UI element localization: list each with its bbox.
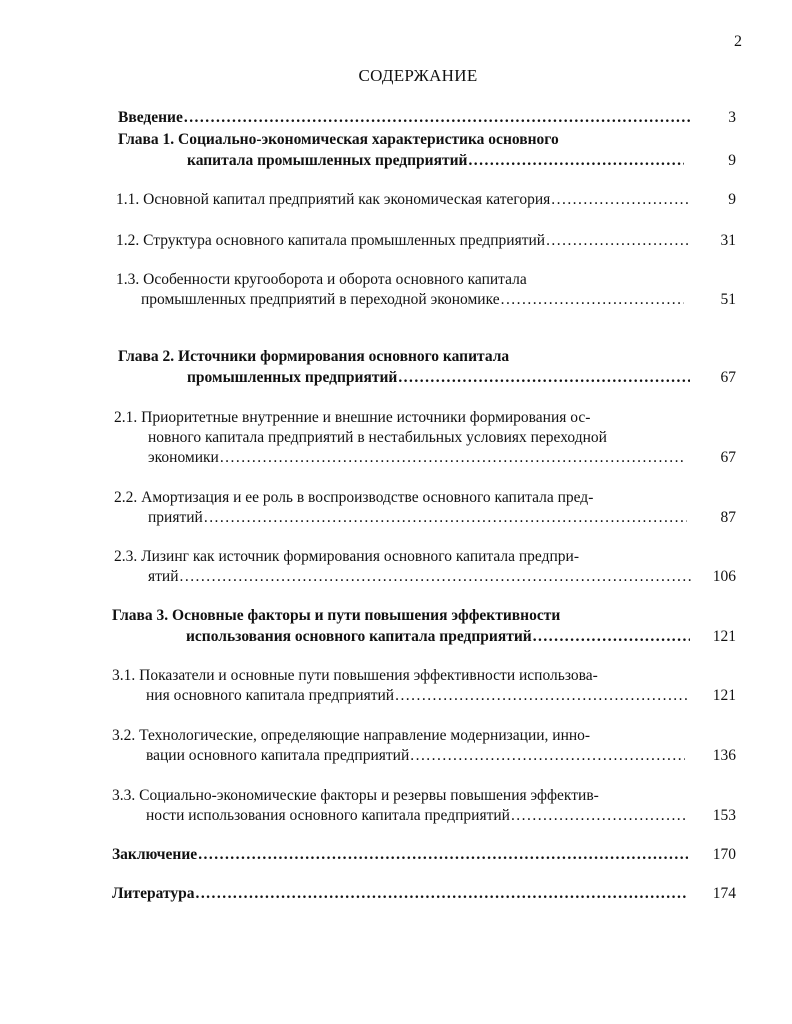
entry-label: ятий [148,568,179,585]
toc-section-1-3 [141,290,684,310]
toc-section-2-1-line2: новного капитала предприятий в нестабильных условиях переходной [148,429,607,446]
entry-label: Заключение [112,846,198,863]
dot-leader [198,845,688,865]
dot-leader [395,686,687,706]
entry-label: приятий [148,509,203,526]
dot-leader [511,806,686,826]
entry-label: промышленных предприятий [187,369,398,386]
entry-page: 87 [720,509,736,526]
dot-leader [184,108,692,128]
toc-entry-conclusion [112,845,688,865]
entry-label: 1.1. Основной капитал предприятий как экономическая категория [116,191,551,208]
toc-chapter-2-title: Глава 2. Источники формирования основного капитала [118,348,510,365]
dot-leader [501,290,684,310]
entry-page: 106 [712,568,736,585]
entry-label: капитала промышленных предприятий [187,152,468,169]
entry-page: 67 [720,449,736,466]
dot-leader [546,231,690,251]
toc-entry-intro [118,108,692,128]
entry-label: 1.2. Структура основного капитала промышленных предприятий [116,232,546,249]
dot-leader [220,448,685,468]
toc-section-1-2 [116,231,690,251]
toc-entry-literature [112,884,688,904]
entry-label: использования основного капитала предприятий [186,628,532,645]
entry-page: 9 [728,152,736,169]
entry-page: 67 [720,369,736,386]
dot-leader [468,151,684,171]
toc-section-2-1-line1: 2.1. Приоритетные внутренние и внешние источники формирования ос- [114,409,591,426]
entry-page: 136 [712,747,736,764]
toc-section-1-1 [116,190,688,210]
entry-page: 153 [712,807,736,824]
toc-section-3-1-line1: 3.1. Показатели и основные пути повышения эффективности использова- [112,667,598,684]
toc-chapter-2 [187,368,690,388]
dot-leader [533,627,690,647]
dot-leader [551,190,688,210]
entry-page: 9 [728,191,736,208]
entry-page: 174 [712,885,736,902]
toc-section-3-3-line1: 3.3. Социально-экономические факторы и резервы повышения эффектив- [112,787,599,804]
entry-page: 31 [720,232,736,249]
toc-section-2-3 [148,567,691,587]
page-number: 2 [734,33,742,50]
toc-section-2-2 [148,508,687,528]
entry-page: 121 [712,628,736,645]
toc-section-3-1 [146,686,687,706]
toc-section-3-2-line1: 3.2. Технологические, определяющие направление модернизации, инно- [112,727,591,744]
toc-chapter-3 [186,627,690,647]
toc-chapter-1-title: Глава 1. Социально-экономическая характеристика основного [118,131,559,148]
dot-leader [180,567,692,587]
entry-label: ности использования основного капитала предприятий [146,807,510,824]
entry-label: экономики [148,449,219,466]
entry-page: 3 [728,109,736,126]
entry-label: Введение [118,109,183,126]
dot-leader [204,508,687,528]
toc-section-2-1 [148,448,685,468]
dot-leader [410,746,685,766]
dot-leader [398,368,690,388]
toc-section-3-3 [146,806,686,826]
entry-label: Литература [112,885,195,902]
toc-section-3-2 [146,746,685,766]
toc-section-1-3-title: 1.3. Особенности кругооборота и оборота основного капитала [116,271,527,288]
entry-page: 121 [712,687,736,704]
toc-chapter-3-title: Глава 3. Основные факторы и пути повышения эффективности [112,607,561,624]
toc-section-2-3-line1: 2.3. Лизинг как источник формирования основного капитала предпри- [114,548,579,565]
toc-chapter-1 [187,151,684,171]
dot-leader [195,884,688,904]
entry-label: ния основного капитала предприятий [146,687,395,704]
entry-page: 51 [720,291,736,308]
entry-label: промышленных предприятий в переходной экономике [141,291,500,308]
toc-title: СОДЕРЖАНИЕ [358,66,478,85]
entry-label: вации основного капитала предприятий [146,747,410,764]
entry-page: 170 [712,846,736,863]
toc-section-2-2-line1: 2.2. Амортизация и ее роль в воспроизводстве основного капитала пред- [114,489,594,506]
